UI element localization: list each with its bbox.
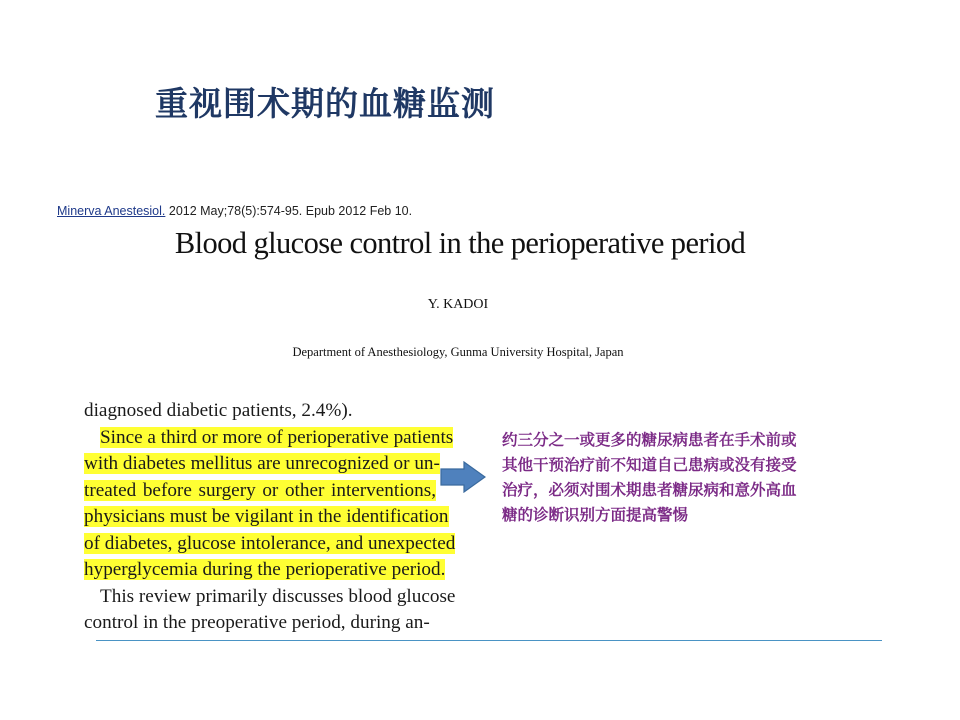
annotation-line: 治疗，必须对围术期患者糖尿病和意外高血 <box>502 480 797 499</box>
slide-title: 重视围术期的血糖监测 <box>155 84 495 123</box>
excerpt-highlight: with diabetes mellitus are unrecognized or un- <box>84 453 440 474</box>
chinese-annotation <box>502 427 922 527</box>
paper-excerpt <box>84 398 456 637</box>
excerpt-text: control in the preoperative period, during an- <box>84 612 430 633</box>
excerpt-line-highlighted <box>84 504 449 531</box>
excerpt-text: diagnosed diabetic patients, 2.4%). <box>84 400 353 421</box>
excerpt-line-highlighted <box>84 425 454 452</box>
excerpt-highlight: hyperglycemia during the perioperative period. <box>84 559 446 580</box>
excerpt-line-highlighted <box>84 557 446 584</box>
paper-author: Y. KADOI <box>427 297 489 312</box>
excerpt-highlight: Since a third or more of perioperative patients <box>100 426 454 448</box>
excerpt-text: This review primarily discusses blood glucose <box>100 585 456 607</box>
annotation-line: 其他干预治疗前不知道自己患病或没有接受 <box>502 455 797 474</box>
annotation-line: 糖的诊断识别方面提高警惕 <box>502 505 689 524</box>
excerpt-highlight: physicians must be vigilant in the identification <box>84 506 449 527</box>
right-arrow-icon <box>440 461 486 493</box>
paper-affiliation: Department of Anesthesiology, Gunma University Hospital, Japan <box>292 345 624 359</box>
annotation-line: 约三分之一或更多的糖尿病患者在手术前或 <box>502 430 797 449</box>
paper-citation <box>57 204 412 218</box>
journal-link[interactable]: Minerva Anestesiol. <box>57 204 166 218</box>
excerpt-highlight: of diabetes, glucose intolerance, and unexpected <box>84 532 456 554</box>
excerpt-line <box>84 398 436 425</box>
excerpt-line <box>84 584 456 611</box>
excerpt-line-highlighted <box>84 531 456 558</box>
excerpt-line-highlighted <box>84 478 436 505</box>
excerpt-line <box>84 610 436 637</box>
paper-title: Blood glucose control in the perioperative period <box>174 226 746 260</box>
citation-details: 2012 May;78(5):574-95. Epub 2012 Feb 10. <box>165 204 413 218</box>
bottom-divider <box>96 640 882 641</box>
excerpt-line-highlighted <box>84 451 440 478</box>
excerpt-highlight: treated before surgery or other interventions, <box>84 479 436 501</box>
